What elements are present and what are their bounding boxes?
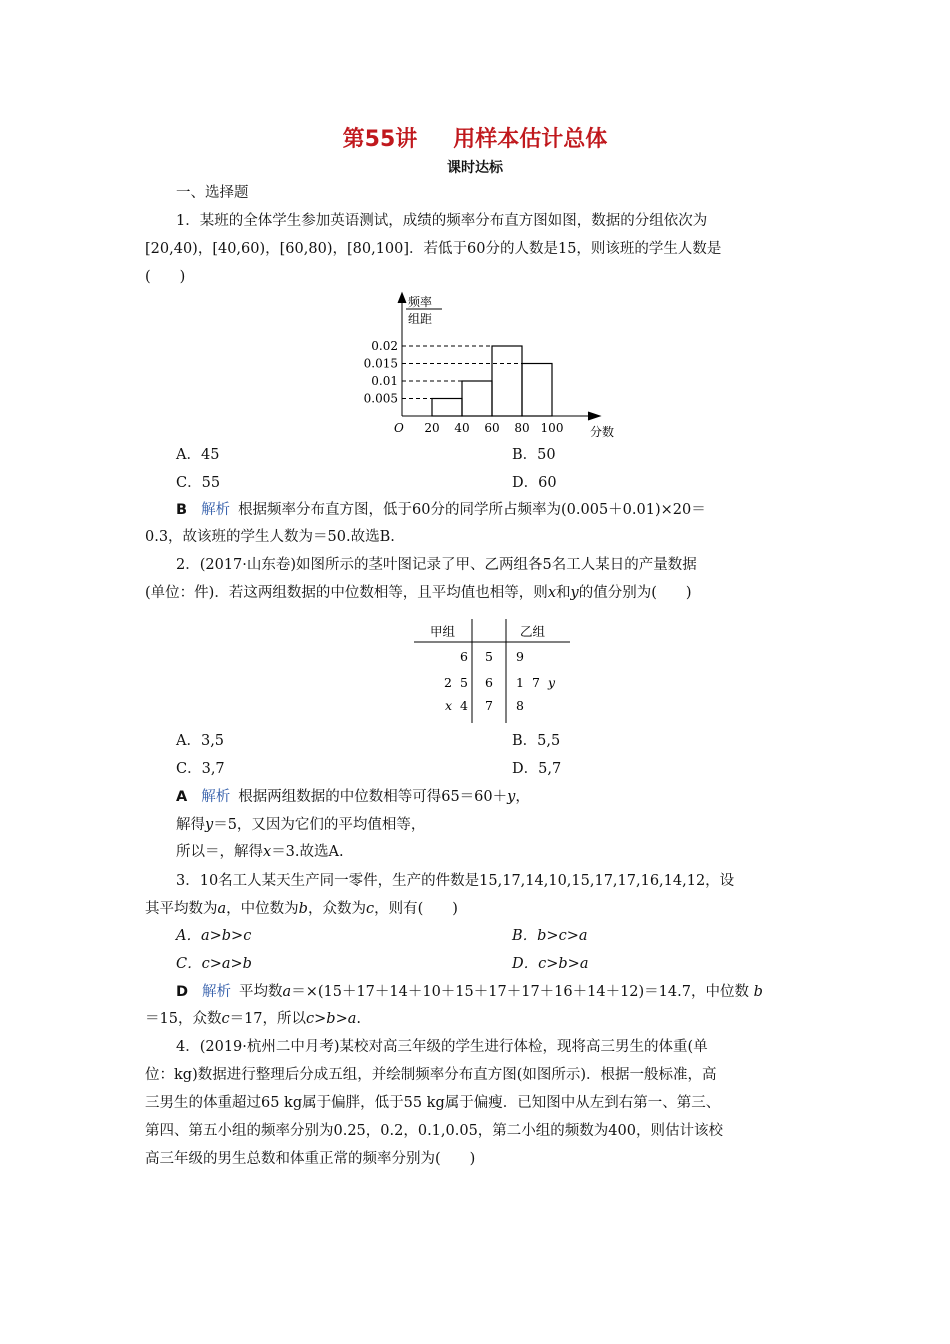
- stemleaf-right-leaf: 8: [516, 698, 524, 713]
- histogram-xtick-label: 80: [514, 421, 530, 435]
- q3-var-a: a: [217, 901, 227, 917]
- q3-sol2d: .: [356, 1011, 361, 1027]
- q1-solution-line2: 0.3，故该班的学生人数为＝50.故选B.: [145, 529, 395, 545]
- histogram-bar-1: [432, 399, 462, 417]
- q2-text-line1: 2．(2017·山东卷)如图所示的茎叶图记录了甲、乙两组各5名工人某日的产量数据: [176, 557, 697, 573]
- q2-sol1-end: ，: [515, 789, 530, 805]
- q1-option-b: B．50: [512, 447, 556, 463]
- stemleaf-stem: 7: [485, 698, 493, 713]
- q1-option-c: C．55: [176, 475, 221, 491]
- q3-sol2b: ＝17，所以: [229, 1011, 307, 1027]
- stemleaf-stem: 6: [485, 675, 493, 690]
- histogram-y-arrow: [398, 293, 406, 303]
- q3-sol2c: c>b>a: [306, 1011, 357, 1027]
- stemleaf-left-leaf: 4: [460, 698, 468, 713]
- histogram-bar-4: [522, 364, 552, 417]
- q1-solution-line1: [176, 500, 706, 520]
- histogram-origin: O: [394, 421, 404, 435]
- histogram-bar-2: [462, 381, 492, 416]
- q2-option-d: D．5,7: [512, 761, 562, 777]
- q3-solution-line1: [176, 982, 763, 1002]
- q1-text-line1: 1．某班的全体学生参加英语测试，成绩的频率分布直方图如图，数据的分组依次为: [176, 213, 708, 229]
- q4-text-line5: 高三年级的男生总数和体重正常的频率分别为( ): [145, 1151, 476, 1167]
- q2-sol3-var: x: [263, 844, 272, 860]
- q2-jiexi-label: 解析: [201, 789, 231, 805]
- histogram-bar-3: [492, 346, 522, 416]
- stem-leaf-plot: [410, 615, 580, 725]
- histogram-xlabel: 分数: [590, 425, 615, 439]
- q2-sol2a: 解得: [176, 817, 205, 833]
- q4-text-line4: 第四、第五小组的频率分别为0.25，0.2，0.1,0.05，第二小组的频数为400，则估计该校: [145, 1123, 723, 1139]
- stemleaf-right-leaf: 9: [516, 649, 524, 664]
- q1-answer: B: [176, 502, 188, 518]
- q2-var-x: x: [547, 585, 556, 601]
- histogram-x-arrow: [588, 412, 600, 420]
- q2-sol2b: ＝5，又因为它们的平均值相等，: [213, 817, 426, 833]
- stemleaf-left-leaf: 6: [460, 649, 468, 664]
- q1-solution-text1: 根据频率分布直方图，低于60分的同学所占频率为(0.005＋0.01)×20＝: [238, 502, 706, 518]
- histogram-y-ticks: [364, 339, 398, 406]
- q2-solution-line2: [176, 815, 425, 835]
- q1-text-line3: ( ): [145, 269, 186, 285]
- q3-text-line1: 3．10名工人某天生产同一零件，生产的件数是15,17,14,10,15,17,17,16,14,12，设: [176, 873, 735, 889]
- lecture-number: 第55讲: [342, 127, 418, 152]
- q3-var-c: c: [365, 901, 375, 917]
- q3-sol1b: ＝×(15＋17＋14＋10＋15＋17＋17＋16＋14＋12)＝14.7，中位数: [291, 984, 749, 1000]
- stemleaf-left-leaf: 2: [444, 675, 452, 690]
- q2-sol1-var: y: [507, 789, 516, 805]
- section-heading: 一、选择题: [176, 185, 249, 201]
- frequency-histogram: [360, 288, 630, 443]
- q3-sol2a: ＝15，众数: [145, 1011, 222, 1027]
- q2-sol2-var: y: [205, 817, 214, 833]
- q3-sol-var-c: c: [221, 1011, 230, 1027]
- page-subtitle: 课时达标: [447, 160, 503, 176]
- q2-solution-line3: [176, 842, 344, 862]
- stemleaf-rows: [444, 649, 556, 713]
- stemleaf-right-leaf: y: [548, 675, 556, 690]
- q3-option-b: B．b>c>a: [512, 928, 588, 944]
- q3-option-c: C．c>a>b: [176, 956, 252, 972]
- stemleaf-left-header: 甲组: [430, 624, 456, 639]
- q2-sol3b: ＝3.故选A.: [271, 844, 344, 860]
- histogram-xtick-label: 60: [484, 421, 500, 435]
- q2-option-b: B．5,5: [512, 733, 561, 749]
- q4-text-line1: 4．(2019·杭州二中月考)某校对高三年级的学生进行体检，现将高三男生的体重(单: [176, 1039, 708, 1055]
- histogram-x-ticks: [424, 421, 563, 435]
- q2-solution-line1: [176, 787, 530, 807]
- histogram-xtick-label: 100: [540, 421, 564, 435]
- histogram-ytick-label: 0.01: [371, 374, 398, 388]
- q3-var-b: b: [298, 901, 308, 917]
- q3-sol1a: 平均数: [239, 984, 283, 1000]
- page-title: [0, 122, 950, 153]
- q2-option-c: C．3,7: [176, 761, 225, 777]
- stemleaf-right-header: 乙组: [520, 624, 546, 639]
- histogram-ytick-label: 0.02: [371, 339, 398, 353]
- q3-text2a: 其平均数为: [145, 901, 218, 917]
- q4-text-line3: 三男生的体重超过65 kg属于偏胖，低于55 kg属于偏瘦．已知图中从左到右第一、第三、: [145, 1095, 721, 1111]
- q2-text2c: 的值分别为( ): [578, 585, 692, 601]
- q3-sol-var-a: a: [282, 984, 292, 1000]
- q1-option-a: A．45: [176, 447, 220, 463]
- q1-jiexi-label: 解析: [201, 502, 231, 518]
- histogram-ylabel-top: 频率: [408, 295, 433, 309]
- q2-var-y: y: [570, 585, 579, 601]
- histogram-ytick-label: 0.015: [363, 356, 398, 371]
- q1-option-d: D．60: [512, 475, 557, 491]
- stemleaf-left-leaf: x: [444, 698, 452, 713]
- q1-text-line2: [20,40)，[40,60)，[60,80)，[80,100]．若低于60分的人数是15，则该班的学生人数是: [145, 241, 722, 257]
- histogram-bars: [402, 346, 552, 416]
- histogram-xtick-label: 40: [454, 421, 470, 435]
- stemleaf-stem: 5: [485, 649, 493, 664]
- q3-solution-line2: [145, 1009, 361, 1029]
- q3-sol-var-b: b: [753, 984, 763, 1000]
- q2-sol1: 根据两组数据的中位数相等可得65＝60＋: [238, 789, 508, 805]
- q2-sol3a: 所以＝，解得: [176, 844, 263, 860]
- q2-answer: A: [176, 789, 188, 805]
- stemleaf-left-leaf: 5: [460, 675, 468, 690]
- q2-text-line2: [145, 583, 692, 603]
- q4-text-line2: 位：kg)数据进行整理后分成五组，并绘制频率分布直方图(如图所示)．根据一般标准，高: [145, 1067, 717, 1083]
- q3-jiexi-label: 解析: [202, 984, 232, 1000]
- stemleaf-right-leaf: 7: [532, 675, 540, 690]
- q3-text2d: ，则有( ): [374, 901, 458, 917]
- q3-text2c: ，众数为: [307, 901, 366, 917]
- histogram-ytick-label: 0.005: [363, 391, 398, 406]
- histogram-ylabel-bottom: 组距: [408, 312, 433, 326]
- q3-option-d: D．c>b>a: [512, 956, 589, 972]
- q3-text2b: ，中位数为: [226, 901, 299, 917]
- q2-text2a: (单位：件)．若这两组数据的中位数相等，且平均值也相等，则: [145, 585, 548, 601]
- histogram-xtick-label: 20: [424, 421, 440, 435]
- q3-text-line2: [145, 899, 458, 919]
- q3-option-a: A．a>b>c: [176, 928, 252, 944]
- q2-text2b: 和: [556, 585, 571, 601]
- lecture-topic: 用样本估计总体: [453, 127, 608, 152]
- q2-option-a: A．3,5: [176, 733, 225, 749]
- q3-answer: D: [176, 984, 189, 1000]
- stemleaf-right-leaf: 1: [516, 675, 524, 690]
